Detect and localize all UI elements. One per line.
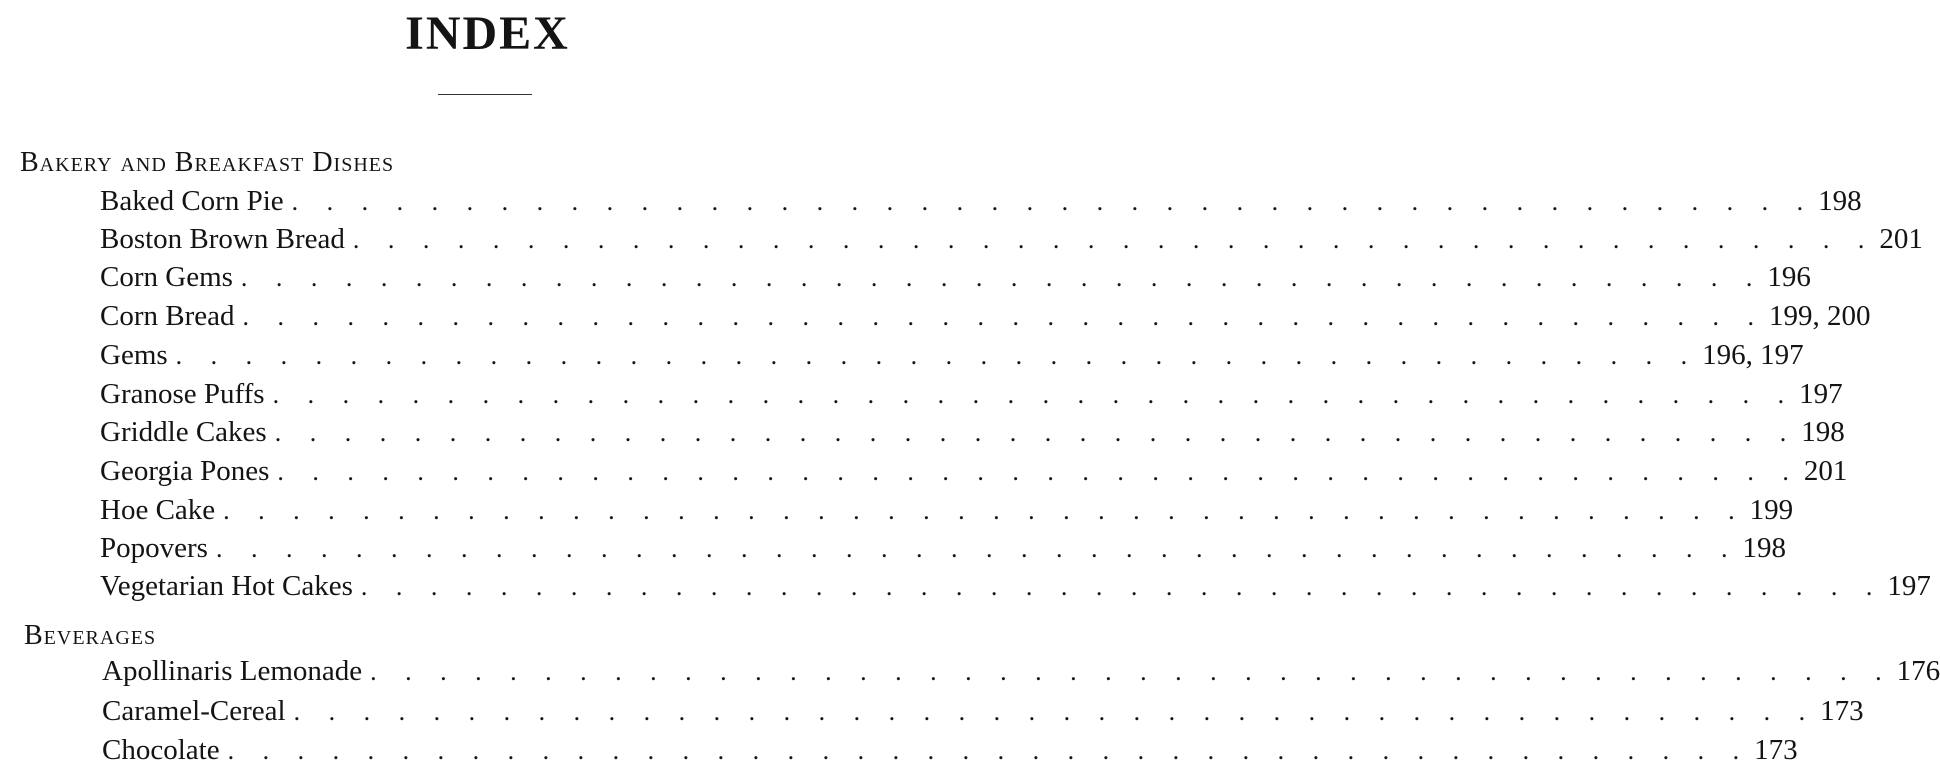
- dot-leader: . . . . . . . . . . . . . . . . . . . . . . . . . . . . . . . . . . . . . . . . . . . .: [293, 697, 1817, 726]
- entry-name: Vegetarian Hot Cakes: [100, 570, 353, 602]
- dot-leader: . . . . . . . . . . . . . . . . . . . . . . . . . . . . . . . . . . . . . . . . . . . .: [215, 534, 1739, 563]
- dot-leader: . . . . . . . . . . . . . . . . . . . . . . . . . . . . . . . . . . . . . . . . . . . .: [277, 457, 1800, 486]
- index-entry: [100, 258, 1811, 296]
- entry-name: Apollinaris Lemonade: [102, 655, 363, 687]
- entry-pages: 198: [1742, 532, 1786, 564]
- entry-name: Caramel-Cereal: [102, 695, 286, 727]
- entry-pages: 198: [1818, 185, 1862, 217]
- dot-leader: . . . . . . . . . . . . . . . . . . . . . . . . . . . . . . . . . . . . . . . . . . . .: [352, 225, 1876, 254]
- entry-name: Corn Bread: [100, 300, 235, 332]
- dot-leader: . . . . . . . . . . . . . . . . . . . . . . . . . . . . . . . . . . . . . . . . . . . .: [272, 380, 1796, 409]
- entry-name: Griddle Cakes: [100, 416, 267, 448]
- dot-leader: . . . . . . . . . . . . . . . . . . . . . . . . . . . . . . . . . . . . . . . . . . . .: [360, 572, 1884, 601]
- index-entry: [100, 220, 1923, 258]
- entry-name: Popovers: [100, 532, 208, 564]
- entry-pages: 176: [1896, 655, 1940, 687]
- entry-pages: 198: [1801, 416, 1845, 448]
- entry-name: Gems: [100, 339, 168, 371]
- section-heading-beverages: Beverages: [24, 620, 157, 651]
- entry-pages: 196: [1767, 261, 1811, 293]
- entry-pages: 197: [1799, 378, 1843, 410]
- index-entry: [100, 529, 1786, 567]
- index-entry: [100, 491, 1794, 529]
- entry-name: Chocolate: [102, 734, 220, 766]
- index-entry: [100, 375, 1843, 413]
- entry-name: Baked Corn Pie: [100, 185, 284, 217]
- dot-leader: . . . . . . . . . . . . . . . . . . . . . . . . . . . . . . . . . . . . . . . . . . . .: [227, 736, 1751, 765]
- dot-leader: . . . . . . . . . . . . . . . . . . . . . . . . . . . . . . . . . . . . . . . . . . . .: [274, 418, 1798, 447]
- index-entry: [102, 652, 1940, 690]
- title-divider: [438, 94, 532, 95]
- index-entry: [100, 297, 1871, 335]
- index-entry: [102, 731, 1798, 769]
- entry-pages: 199: [1749, 494, 1794, 526]
- entry-pages: 197: [1887, 570, 1931, 602]
- index-entry: [100, 413, 1845, 451]
- index-entry: [100, 336, 1804, 374]
- index-entry: [102, 692, 1864, 730]
- entry-pages: 173: [1820, 695, 1864, 727]
- dot-leader: . . . . . . . . . . . . . . . . . . . . . . . . . . . . . . . . . . . . . . . . . . . .: [223, 496, 1746, 525]
- entry-pages: 173: [1754, 734, 1798, 766]
- entry-pages: 201: [1803, 455, 1848, 487]
- entry-name: Hoe Cake: [100, 494, 216, 526]
- section-heading-bakery: Bakery and Breakfast Dishes: [20, 147, 395, 178]
- entry-name: Georgia Pones: [100, 455, 270, 487]
- entry-name: Boston Brown Bread: [100, 223, 345, 255]
- index-entry: [100, 182, 1862, 220]
- index-entry: [100, 452, 1848, 490]
- entry-name: Corn Gems: [100, 261, 233, 293]
- dot-leader: . . . . . . . . . . . . . . . . . . . . . . . . . . . . . . . . . . . . . . . . . . . .: [242, 302, 1765, 331]
- dot-leader: . . . . . . . . . . . . . . . . . . . . . . . . . . . . . . . . . . . . . . . . . . . .: [240, 263, 1764, 292]
- page-title: INDEX: [405, 7, 570, 60]
- dot-leader: . . . . . . . . . . . . . . . . . . . . . . . . . . . . . . . . . . . . . . . . . . . .: [370, 657, 1893, 686]
- entry-pages: 196, 197: [1702, 339, 1804, 371]
- entry-pages: 199, 200: [1769, 300, 1871, 332]
- dot-leader: . . . . . . . . . . . . . . . . . . . . . . . . . . . . . . . . . . . . . . . . . . . .: [175, 341, 1699, 370]
- index-entry: [100, 567, 1931, 605]
- entry-name: Granose Puffs: [100, 378, 265, 410]
- entry-pages: 201: [1879, 223, 1923, 255]
- dot-leader: . . . . . . . . . . . . . . . . . . . . . . . . . . . . . . . . . . . . . . . . . . . .: [291, 187, 1815, 216]
